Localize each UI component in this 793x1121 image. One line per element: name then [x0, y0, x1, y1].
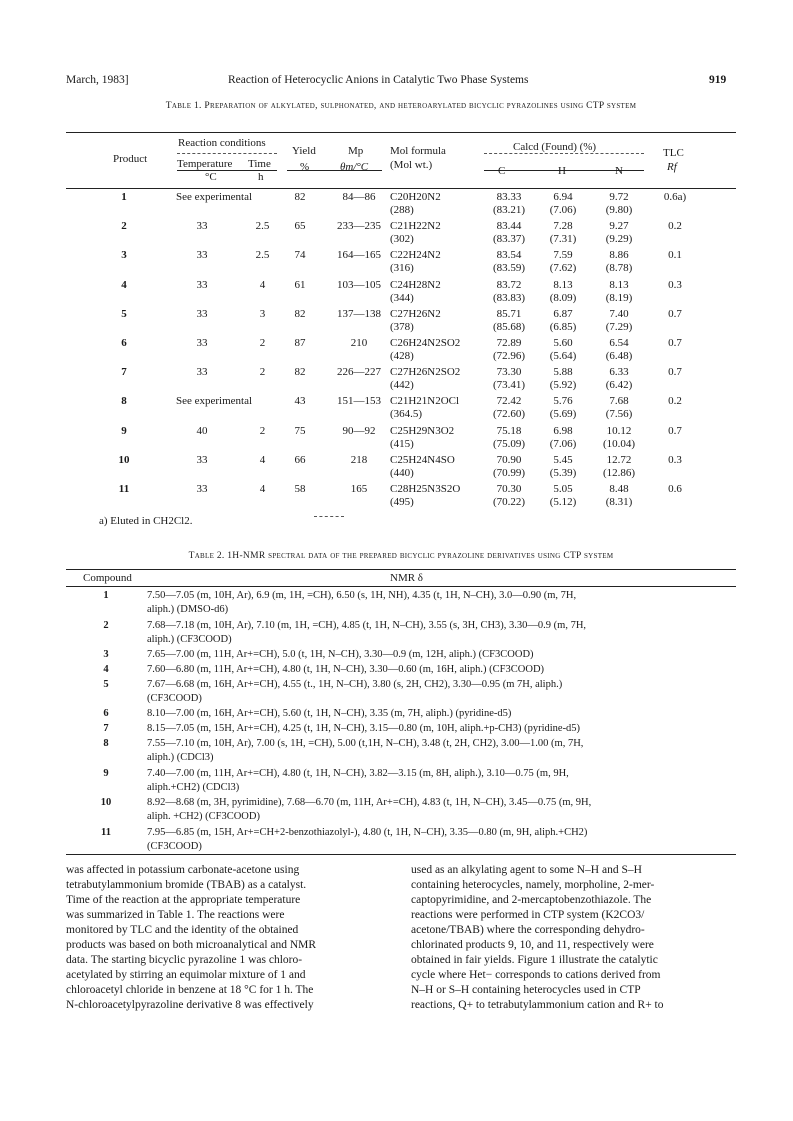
t1-cell-mw: (344)	[390, 291, 414, 304]
t2-nmr-line: 7.40—7.00 (m, 11H, Ar+=CH), 4.80 (t, 1H, N–CH), 3.82—3.15 (m, 8H, aliph.), 3.10—0.75 (m, 9H,	[147, 767, 569, 779]
t2-nmr-text	[147, 619, 737, 647]
t1-cell-formula: C24H28N2	[390, 278, 441, 291]
t1-cell-mp: 218	[350, 453, 368, 466]
body-line: obtained in fair yields. Figure 1 illustrate the catalytic	[411, 954, 658, 966]
t1-cell-c: 73.30	[496, 366, 522, 379]
body-line: acetone/TBAB) where the corresponding dehydro-	[411, 924, 645, 936]
body-line: tetrabutylammonium bromide (TBAB) as a catalyst.	[66, 879, 307, 891]
t1-cell-yield: 61	[294, 278, 306, 291]
table1-caption: Table 1. Preparation of alkylated, sulphonated, and heteroarylated bicyclic pyrazolines using CTP system	[165, 101, 637, 111]
t1-cell-mp: 210	[350, 337, 368, 349]
t2-nmr-line: 7.55—7.10 (m, 10H, Ar), 7.00 (s, 1H, =CH), 5.00 (t,1H, N–CH), 3.48 (t, 2H, CH2), 3.00—1.00 (m, 7H,	[147, 738, 584, 749]
t1-h-yield-unit: %	[300, 161, 310, 173]
t1-cell-cf: (83.83)	[492, 291, 526, 304]
t1-cell-hf: (8.09)	[549, 291, 577, 304]
t2-nmr-text	[147, 767, 737, 795]
t1-cell-n: 8.48	[609, 483, 629, 495]
t1-cell-formula: C27H26N2SO2	[390, 366, 461, 379]
t1-cell-temp: 33	[196, 249, 208, 262]
running-header-date: March, 1983]	[66, 74, 129, 86]
t2-compound-number: 7	[103, 723, 109, 735]
t1-cell-product: 3	[121, 249, 127, 262]
t2-compound-number: 11	[101, 826, 111, 838]
t2-compound-number: 9	[103, 767, 109, 779]
t1-cell-formula: C25H24N4SO	[390, 453, 455, 466]
t1-cell-time: 2	[259, 424, 266, 437]
t1-cell-formula: C25H29N3O2	[390, 424, 455, 437]
t1-cell-n: 7.68	[609, 395, 629, 408]
t1-cell-mp: 226—227	[337, 366, 381, 379]
t2-nmr-line: aliph.) (CF3COOD)	[147, 633, 232, 645]
t1-cell-h: 6.94	[553, 191, 573, 203]
t2-nmr-line: aliph.) (DMSO-d6)	[147, 604, 229, 615]
t1-cell-mp: 84—86	[342, 191, 376, 203]
t1-cell-n: 8.86	[609, 249, 629, 262]
t1-cell-mw: (440)	[390, 466, 414, 479]
t1-h-mol-formula: Mol formula	[390, 145, 446, 157]
t1-cell-c: 72.89	[496, 337, 522, 349]
body-line: chloroacetyl chloride in benzene at 18 °C for 1 h. The	[66, 984, 314, 996]
t1-cell-c: 70.30	[496, 483, 522, 495]
t1-cell-nf: (7.56)	[605, 408, 633, 421]
t1-cell-yield: 82	[294, 307, 306, 320]
t1-cell-cf: (72.96)	[492, 350, 526, 362]
t1-cell-time: 2	[259, 337, 266, 349]
table1-top-rule	[66, 132, 736, 133]
t1-cell-yield: 58	[294, 483, 306, 495]
t1-cell-product: 4	[121, 278, 127, 291]
t1-cell-n: 10.12	[606, 424, 632, 437]
t1-cell-product: 11	[118, 483, 130, 495]
t1-cell-nf: (9.80)	[605, 204, 633, 216]
t1-cell-h: 5.88	[553, 366, 573, 379]
t1-cell-nf: (9.29)	[605, 233, 633, 246]
t1-cell-hf: (7.31)	[549, 233, 577, 246]
t1-cell-mw: (364.5)	[390, 408, 423, 421]
body-line: monitored by TLC and the identity of the obtained	[66, 924, 299, 936]
t1-cell-hf: (7.06)	[549, 437, 577, 450]
t1-cell-n: 7.40	[609, 307, 629, 320]
t1-cell-temp: 33	[196, 278, 208, 291]
t1-cell-mp: 151—153	[337, 395, 381, 408]
t1-cell-formula: C28H25N3S2O	[390, 483, 461, 495]
t1-h-reaction-conditions: Reaction conditions	[178, 137, 266, 149]
t1-cell-cf: (75.09)	[492, 437, 526, 450]
t1-cell-yield: 66	[294, 453, 306, 466]
t1-cell-nf: (10.04)	[602, 437, 636, 450]
t2-nmr-line: aliph.+CH2) (CDCl3)	[147, 781, 240, 793]
t2-nmr-text	[147, 663, 737, 677]
t1-cell-mp: 164—165	[337, 249, 381, 262]
t1-cell-rf: 0.1	[668, 249, 682, 262]
body-line: containing heterocycles, namely, morpholine, 2-mer-	[411, 879, 655, 891]
t2-nmr-line: 7.68—7.18 (m, 10H, Ar), 7.10 (m, 1H, =CH), 4.85 (t, 1H, N–CH), 3.55 (s, 3H, CH3), 3.30—0.9 (m, 7H,	[147, 619, 587, 631]
t2-nmr-text	[147, 589, 737, 617]
body-line: data. The starting bicyclic pyrazoline 1 was chloro-	[66, 954, 303, 966]
t1-cell-product: 5	[121, 307, 127, 320]
t1-cell-h: 6.98	[553, 424, 573, 437]
t1-cell-temp: 33	[196, 220, 208, 233]
t2-compound-number: 5	[103, 678, 109, 690]
t2-h-nmr: NMR δ	[390, 572, 423, 584]
t1-cell-product: 8	[121, 395, 127, 408]
t2-nmr-line: (CF3COOD)	[147, 692, 202, 704]
t1-cell-yield: 74	[294, 249, 306, 262]
t2-h-compound: Compound	[83, 572, 132, 584]
t1-cell-hf: (7.62)	[549, 262, 577, 275]
t2-nmr-line: 8.15—7.05 (m, 15H, Ar+=CH), 4.25 (t, 1H, N–CH), 3.15—0.80 (m, 10H, aliph.+p-CH3) (pyridine-d5)	[147, 723, 581, 735]
t1-cell-time: 4	[259, 483, 266, 495]
t1-cell-nf: (7.29)	[605, 320, 633, 333]
t1-cell-mw: (316)	[390, 262, 414, 275]
t1-cell-formula: C21H21N2OCl	[390, 395, 460, 408]
t1-cell-n: 6.54	[609, 337, 629, 349]
t1-cell-h: 5.45	[553, 453, 573, 466]
t1-h-tlc: TLC	[663, 147, 684, 159]
body-line: was affected in potassium carbonate-acetone using	[66, 864, 300, 876]
t1-h-mp-unit: θm/°C	[340, 161, 369, 173]
t1-cell-rf: 0.3	[668, 453, 682, 466]
t1-cell-temp: 33	[196, 337, 208, 349]
t2-compound-number: 10	[100, 797, 112, 809]
t1-cell-h: 6.87	[553, 307, 573, 320]
t2-compound-number: 6	[103, 708, 109, 720]
t1-cell-mw: (495)	[390, 496, 414, 508]
table2-top-rule	[66, 569, 736, 570]
t2-nmr-line: 7.60—6.80 (m, 11H, Ar+=CH), 4.80 (t, 1H, N–CH), 3.30—0.60 (m, 16H, aliph.) (CF3COOD)	[147, 664, 545, 675]
t1-cell-h: 8.13	[553, 278, 573, 291]
t1-h-mol-wt: (Mol wt.)	[390, 159, 433, 171]
t1-cell-hf: (6.85)	[549, 320, 577, 333]
t1-cell-n: 6.33	[609, 366, 629, 379]
t1-h-n: N	[615, 165, 623, 177]
t1-cell-yield: 75	[294, 424, 306, 437]
t1-h-product: Product	[113, 153, 148, 165]
t2-compound-number: 2	[103, 619, 109, 631]
t1-cell-cf: (83.59)	[492, 262, 526, 275]
t1-cell-time: 3	[259, 307, 266, 320]
t1-cell-c: 83.54	[496, 249, 522, 262]
t1-cell-product: 10	[118, 453, 130, 466]
t2-nmr-text	[147, 707, 737, 721]
body-line: reactions were performed in CTP system (K2CO3/	[411, 909, 645, 921]
table2-header-rule	[66, 586, 736, 587]
t1-cell-time: 2	[259, 366, 266, 379]
body-line: was summarized in Table 1. The reactions were	[66, 909, 285, 921]
t2-compound-number: 3	[103, 649, 109, 661]
t1-cell-n: 9.27	[609, 220, 629, 233]
t1-cell-nf: (8.78)	[605, 262, 633, 275]
t1-cell-rf: 0.7	[668, 307, 682, 320]
t1-cell-yield: 43	[294, 395, 306, 408]
body-line: reactions, Q+ to tetrabutylammonium cation and R+ to	[411, 999, 664, 1011]
t1-cell-nf: (8.31)	[605, 496, 633, 508]
t1-cell-mw: (428)	[390, 350, 414, 362]
t1-cell-cf: (70.22)	[492, 496, 526, 508]
t1-h-temperature: Temperature	[177, 158, 233, 170]
t1-cell-c: 70.90	[496, 453, 522, 466]
t1-cell-time: 4	[259, 278, 266, 291]
t2-nmr-text	[147, 648, 737, 662]
t1-cell-product: 6	[121, 337, 127, 349]
t1-cell-cf: (73.41)	[492, 379, 526, 392]
t1-cell-hf: (5.39)	[549, 466, 577, 479]
body-line: cycle where Het− corresponds to cations derived from	[411, 969, 661, 981]
t1-h-rf: Rf	[667, 161, 677, 173]
t1-cell-temp: 33	[196, 483, 208, 495]
t1-cell-hf: (5.64)	[549, 350, 577, 362]
t2-nmr-line: 7.50—7.05 (m, 10H, Ar), 6.9 (m, 1H, =CH), 6.50 (s, 1H, NH), 4.35 (t, 1H, N–CH), 3.0—0.90 (m, 7H,	[147, 590, 577, 601]
t1-cell-temp: 33	[196, 366, 208, 379]
t1-cell-nf: (12.86)	[602, 466, 636, 479]
t1-h-yield: Yield	[292, 145, 316, 157]
t1-cell-yield: 82	[294, 366, 306, 379]
t2-nmr-text	[147, 737, 737, 765]
page-number: 919	[709, 74, 727, 86]
t1-cell-formula: C22H24N2	[390, 249, 441, 262]
t1-cell-temp: See experimental	[176, 395, 253, 408]
running-header-title: Reaction of Heterocyclic Anions in Catalytic Two Phase Systems	[228, 74, 529, 86]
table1-bottom-dash	[314, 516, 344, 517]
table2-caption: Table 2. 1H-NMR spectral data of the prepared bicyclic pyrazoline derivatives using CTP system	[188, 551, 614, 561]
t1-cell-rf: 0.6a)	[663, 191, 687, 203]
t1-cell-mw: (415)	[390, 437, 414, 450]
body-line: N–H or S–H containing heterocycles used in CTP	[411, 984, 641, 996]
t1-cell-h: 5.05	[553, 483, 573, 495]
t2-nmr-line: aliph.) (CDCl3)	[147, 752, 214, 763]
t1-cell-n: 9.72	[609, 191, 629, 203]
body-line: chlorinated products 9, 10, and 11, respectively were	[411, 939, 654, 951]
t1-cell-cf: (85.68)	[492, 320, 526, 333]
t1-cell-nf: (6.42)	[605, 379, 633, 392]
t1-cell-rf: 0.6	[668, 483, 682, 495]
t1-h-c: C	[498, 165, 506, 177]
body-column-right	[411, 863, 731, 1013]
t2-nmr-line: 8.10—7.00 (m, 16H, Ar+=CH), 5.60 (t, 1H, N–CH), 3.35 (m, 7H, aliph.) (pyridine-d5)	[147, 708, 512, 720]
t1-cell-mw: (288)	[390, 204, 414, 216]
t1-cell-rf: 0.7	[668, 424, 682, 437]
t1-cell-cf: (70.99)	[492, 466, 526, 479]
t1-cell-product: 2	[121, 220, 127, 233]
t2-nmr-text	[147, 678, 737, 706]
t1-cell-mw: (378)	[390, 320, 414, 333]
t1-cell-c: 83.44	[496, 220, 522, 233]
table1-header-rule	[66, 188, 736, 189]
t1-cell-h: 7.59	[553, 249, 573, 262]
t1-cell-n: 8.13	[609, 278, 629, 291]
t1-cell-h: 7.28	[553, 220, 573, 233]
t1-cell-time: 2.5	[255, 249, 270, 262]
t1-cell-cf: (83.37)	[492, 233, 526, 246]
t1-cell-c: 75.18	[496, 424, 522, 437]
t1-cell-formula: C21H22N2	[390, 220, 441, 233]
t1-cell-n: 12.72	[606, 453, 632, 466]
t1-h-h: H	[558, 165, 566, 177]
t2-nmr-line: aliph. +CH2) (CF3COOD)	[147, 811, 260, 823]
body-line: Time of the reaction at the appropriate temperature	[66, 894, 301, 906]
t1-h-calcd: Calcd (Found) (%)	[513, 141, 597, 153]
t1-h-time-unit: h	[258, 171, 264, 183]
t1-cell-hf: (5.92)	[549, 379, 577, 392]
t1-cell-formula: C27H26N2	[390, 307, 441, 320]
body-line: used as an alkylating agent to some N–H and S–H	[411, 864, 642, 876]
t1-h-temperature-unit: °C	[205, 171, 217, 183]
t1-cell-nf: (6.48)	[605, 350, 633, 362]
t2-nmr-text	[147, 796, 737, 824]
t1-cell-rf: 0.3	[668, 278, 682, 291]
t1-cell-rf: 0.2	[668, 395, 682, 408]
t1-cell-product: 1	[121, 191, 127, 203]
t1-h-mp: Mp	[348, 145, 364, 157]
t2-nmr-line: 7.67—6.68 (m, 16H, Ar+=CH), 4.55 (t., 1H, N–CH), 3.80 (s, 2H, CH2), 3.30—0.95 (m 7H, aliph.)	[147, 678, 563, 690]
t1-cell-mp: 233—235	[337, 220, 381, 233]
t1-h-time: Time	[248, 158, 271, 170]
table1-conditions-rule	[177, 153, 277, 154]
t1-cell-time: 4	[259, 453, 266, 466]
body-column-left	[66, 863, 386, 1013]
t1-cell-temp: 40	[196, 424, 208, 437]
t1-cell-rf: 0.7	[668, 366, 682, 379]
t1-cell-product: 9	[121, 424, 127, 437]
t1-cell-mp: 165	[350, 483, 368, 495]
t1-cell-rf: 0.2	[668, 220, 682, 233]
t2-nmr-line: (CF3COOD)	[147, 840, 202, 852]
t1-cell-yield: 87	[294, 337, 306, 349]
t1-cell-hf: (5.69)	[549, 408, 577, 421]
t1-cell-h: 5.60	[553, 337, 573, 349]
t1-cell-hf: (7.06)	[549, 204, 577, 216]
t1-cell-formula: C20H20N2	[390, 191, 441, 203]
t1-cell-yield: 65	[294, 220, 306, 233]
t2-nmr-line: 8.92—8.68 (m, 3H, pyrimidine), 7.68—6.70 (m, 11H, Ar+=CH), 4.83 (t, 1H, N–CH), 3.45—0.75 (m, 9H,	[147, 797, 592, 809]
t1-cell-h: 5.76	[553, 395, 573, 408]
body-line: products was based on both microanalytical and NMR	[66, 939, 317, 951]
t2-compound-number: 1	[103, 590, 109, 601]
t1-cell-time: 2.5	[255, 220, 270, 233]
t2-nmr-text	[147, 826, 737, 854]
t1-cell-mp: 137—138	[337, 307, 381, 320]
t1-cell-cf: (72.60)	[492, 408, 526, 421]
t1-cell-mp: 103—105	[337, 278, 381, 291]
body-line: N-chloroacetylpyrazoline derivative 8 was effectively	[66, 999, 314, 1011]
t1-cell-yield: 82	[294, 191, 306, 203]
body-line: captopyrimidine, and 2-mercaptobenzothiazole. The	[411, 894, 652, 906]
table2-bottom-rule	[66, 854, 736, 855]
t1-cell-hf: (5.12)	[549, 496, 577, 508]
table1-footnote: a) Eluted in CH2Cl2.	[99, 515, 193, 527]
t1-cell-c: 83.33	[496, 191, 522, 203]
t1-cell-c: 83.72	[496, 278, 522, 291]
t2-nmr-text	[147, 722, 737, 736]
t1-cell-temp: 33	[196, 453, 208, 466]
body-line: acetylated by stirring an equimolar mixture of 1 and	[66, 969, 306, 981]
t2-nmr-line: 7.95—6.85 (m, 15H, Ar+=CH+2-benzothiazolyl-), 4.80 (t, 1H, N–CH), 3.35—0.80 (m, 9H, aliph.+CH2)	[147, 826, 588, 838]
t1-cell-temp: 33	[196, 307, 208, 320]
t1-cell-rf: 0.7	[668, 337, 682, 349]
t1-cell-temp: See experimental	[176, 191, 253, 203]
t1-cell-formula: C26H24N2SO2	[390, 337, 461, 349]
t1-cell-product: 7	[121, 366, 127, 379]
t2-compound-number: 8	[103, 738, 109, 749]
t1-cell-nf: (8.19)	[605, 291, 633, 304]
t1-cell-c: 72.42	[496, 395, 522, 408]
t1-cell-mw: (442)	[390, 379, 414, 392]
t2-nmr-line: 7.65—7.00 (m, 11H, Ar+=CH), 5.0 (t, 1H, N–CH), 3.30—0.9 (m, 12H, aliph.) (CF3COOD)	[147, 649, 534, 661]
t1-cell-cf: (83.21)	[492, 204, 526, 216]
t1-cell-mp: 90—92	[342, 424, 376, 437]
t2-compound-number: 4	[103, 664, 109, 675]
t1-cell-c: 85.71	[496, 307, 522, 320]
t1-cell-mw: (302)	[390, 233, 414, 246]
